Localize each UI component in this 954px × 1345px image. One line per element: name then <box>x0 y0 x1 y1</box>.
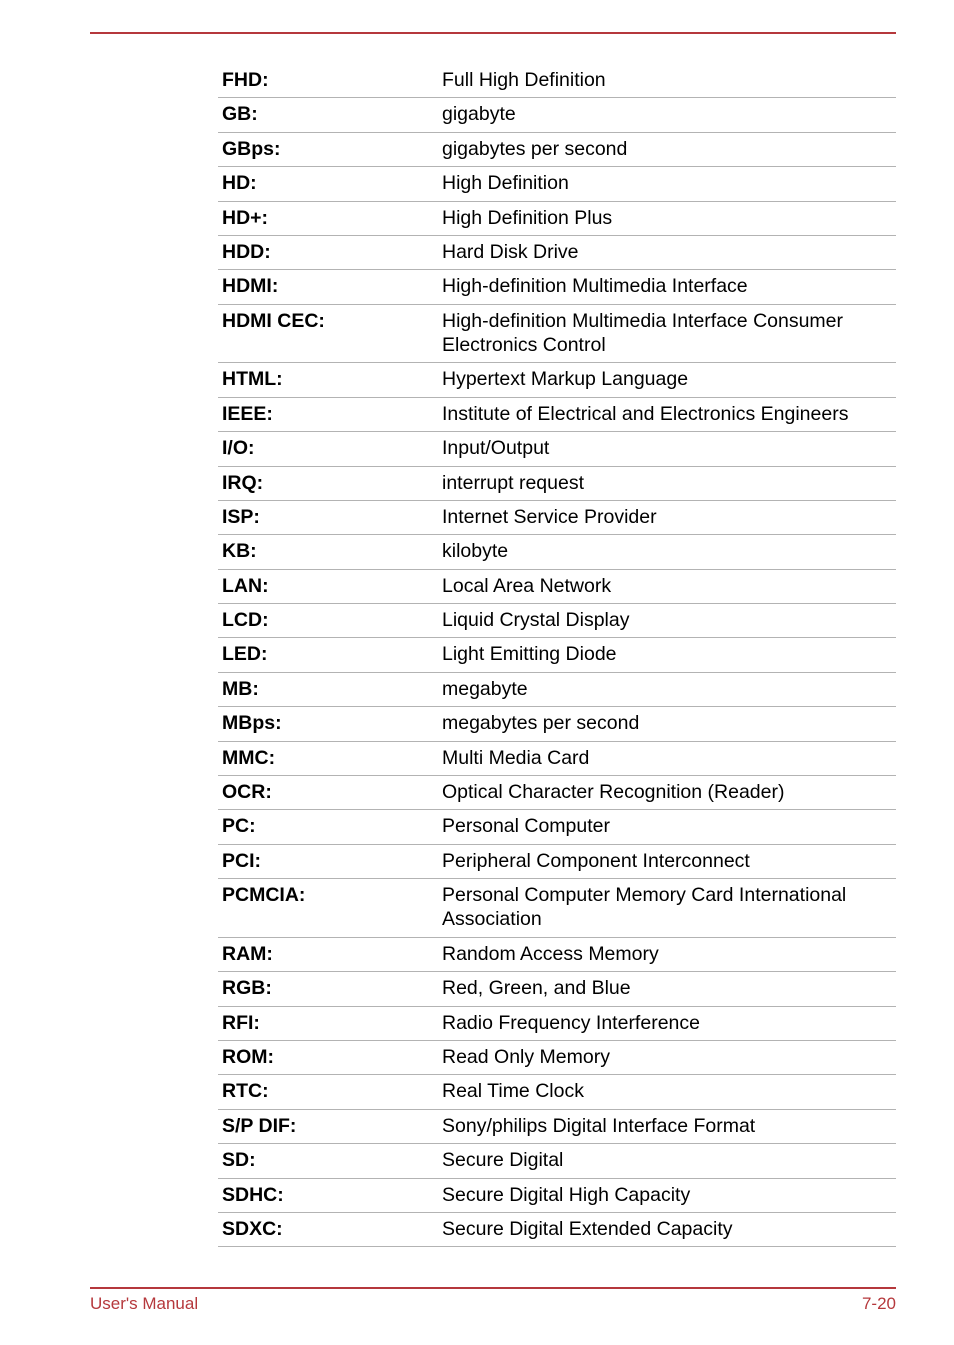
glossary-term: LCD: <box>222 609 269 632</box>
glossary-term: LED: <box>222 643 268 666</box>
glossary-definition: High Definition Plus <box>442 206 613 229</box>
glossary-definition: Full High Definition <box>442 69 606 91</box>
glossary-definition: High Definition <box>442 172 569 195</box>
glossary-row <box>218 638 896 672</box>
glossary-term: FHD: <box>222 69 269 91</box>
glossary-row <box>218 1213 896 1247</box>
glossary-row <box>218 673 896 707</box>
glossary-term: HDD: <box>222 240 271 263</box>
glossary-term: SDHC: <box>222 1183 284 1206</box>
glossary-row <box>218 398 896 432</box>
glossary-definition: Radio Frequency Interference <box>442 1011 700 1034</box>
glossary-definition: Multi Media Card <box>442 746 590 769</box>
glossary-row <box>218 1144 896 1178</box>
glossary-row <box>218 879 896 938</box>
glossary-row <box>218 432 896 466</box>
glossary-row <box>218 133 896 167</box>
glossary-term: KB: <box>222 540 257 563</box>
header-rule <box>90 32 896 34</box>
glossary-row <box>218 1110 896 1144</box>
glossary-row <box>218 535 896 569</box>
glossary-definition: Internet Service Provider <box>442 505 657 528</box>
glossary-term: MB: <box>222 677 259 700</box>
glossary-term: SD: <box>222 1149 256 1172</box>
glossary-row <box>218 467 896 501</box>
glossary-definition: megabytes per second <box>442 712 640 735</box>
glossary-term: HD: <box>222 172 257 195</box>
glossary-term: RFI: <box>222 1011 260 1034</box>
footer-page-number: 7-20 <box>861 1294 896 1313</box>
glossary-definition: Hard Disk Drive <box>442 240 579 263</box>
glossary-definition: Personal Computer Memory Card International Association <box>442 884 847 931</box>
glossary-term: ROM: <box>222 1045 274 1068</box>
glossary-row <box>218 1007 896 1041</box>
glossary-term: HD+: <box>222 206 269 229</box>
glossary-definition: Secure Digital Extended Capacity <box>442 1217 733 1240</box>
glossary-row <box>218 202 896 236</box>
glossary-row <box>218 1075 896 1109</box>
glossary-definition: gigabytes per second <box>442 137 628 160</box>
glossary-term: MMC: <box>222 746 276 769</box>
glossary-definition: Secure Digital <box>442 1149 564 1172</box>
glossary-definition: Sony/philips Digital Interface Format <box>442 1114 756 1137</box>
glossary-definition: interrupt request <box>442 471 584 494</box>
glossary-definition: kilobyte <box>442 540 509 563</box>
glossary-term: OCR: <box>222 781 272 804</box>
glossary-row <box>218 810 896 844</box>
glossary-definition: Optical Character Recognition (Reader) <box>442 781 785 804</box>
glossary-term: GB: <box>222 103 258 126</box>
glossary-term: RGB: <box>222 977 272 1000</box>
glossary-definition: Input/Output <box>442 437 550 460</box>
glossary-term: HDMI: <box>222 275 279 298</box>
glossary-row <box>218 570 896 604</box>
glossary-row <box>218 972 896 1006</box>
glossary-row <box>218 707 896 741</box>
glossary-row <box>218 938 896 972</box>
glossary-term: RTC: <box>222 1080 269 1103</box>
glossary-term: HDMI CEC: <box>222 309 325 332</box>
glossary-term: IEEE: <box>222 402 273 425</box>
glossary-definition: Secure Digital High Capacity <box>442 1183 691 1206</box>
glossary-definition: Read Only Memory <box>442 1045 610 1068</box>
glossary-row <box>218 270 896 304</box>
glossary-row <box>218 1179 896 1213</box>
glossary-row <box>218 604 896 638</box>
glossary-term: PCI: <box>222 849 261 872</box>
glossary-definition: High-definition Multimedia Interface <box>442 275 748 298</box>
glossary-definition: Peripheral Component Interconnect <box>442 849 750 872</box>
glossary-row <box>218 1041 896 1075</box>
glossary-term: LAN: <box>222 574 269 597</box>
glossary-table <box>218 64 896 1247</box>
glossary-term: GBps: <box>222 137 281 160</box>
glossary-term: ISP: <box>222 505 260 528</box>
glossary-row <box>218 776 896 810</box>
glossary-term: PC: <box>222 815 256 838</box>
glossary-term: SDXC: <box>222 1217 283 1240</box>
glossary-definition: Random Access Memory <box>442 942 659 965</box>
glossary-row <box>218 167 896 201</box>
glossary-term: HTML: <box>222 368 283 391</box>
glossary-term: PCMCIA: <box>222 884 306 907</box>
glossary-term: MBps: <box>222 712 282 735</box>
glossary-definition: Institute of Electrical and Electronics Engineers <box>442 402 849 425</box>
glossary-row <box>218 501 896 535</box>
glossary-row <box>218 64 896 98</box>
glossary-definition: Local Area Network <box>442 574 612 597</box>
glossary-definition: Personal Computer <box>442 815 610 838</box>
glossary-term: IRQ: <box>222 471 264 494</box>
glossary-term: RAM: <box>222 942 273 965</box>
glossary-row <box>218 236 896 270</box>
glossary-definition: Light Emitting Diode <box>442 643 617 666</box>
glossary-row <box>218 98 896 132</box>
footer-manual-title: User's Manual <box>90 1294 199 1313</box>
glossary-definition: Red, Green, and Blue <box>442 977 631 1000</box>
glossary-definition: megabyte <box>442 677 528 700</box>
glossary-definition: Hypertext Markup Language <box>442 368 689 391</box>
glossary-row <box>218 363 896 397</box>
glossary-definition: Real Time Clock <box>442 1080 584 1103</box>
glossary-row <box>218 845 896 879</box>
glossary-definition: High-definition Multimedia Interface Consumer Electronics Control <box>442 309 844 356</box>
footer-rule <box>90 1287 896 1289</box>
glossary-term: S/P DIF: <box>222 1114 297 1137</box>
glossary-definition: gigabyte <box>442 103 516 126</box>
glossary-row <box>218 742 896 776</box>
glossary-term: I/O: <box>222 437 255 460</box>
glossary-definition: Liquid Crystal Display <box>442 609 630 632</box>
glossary-row <box>218 305 896 364</box>
